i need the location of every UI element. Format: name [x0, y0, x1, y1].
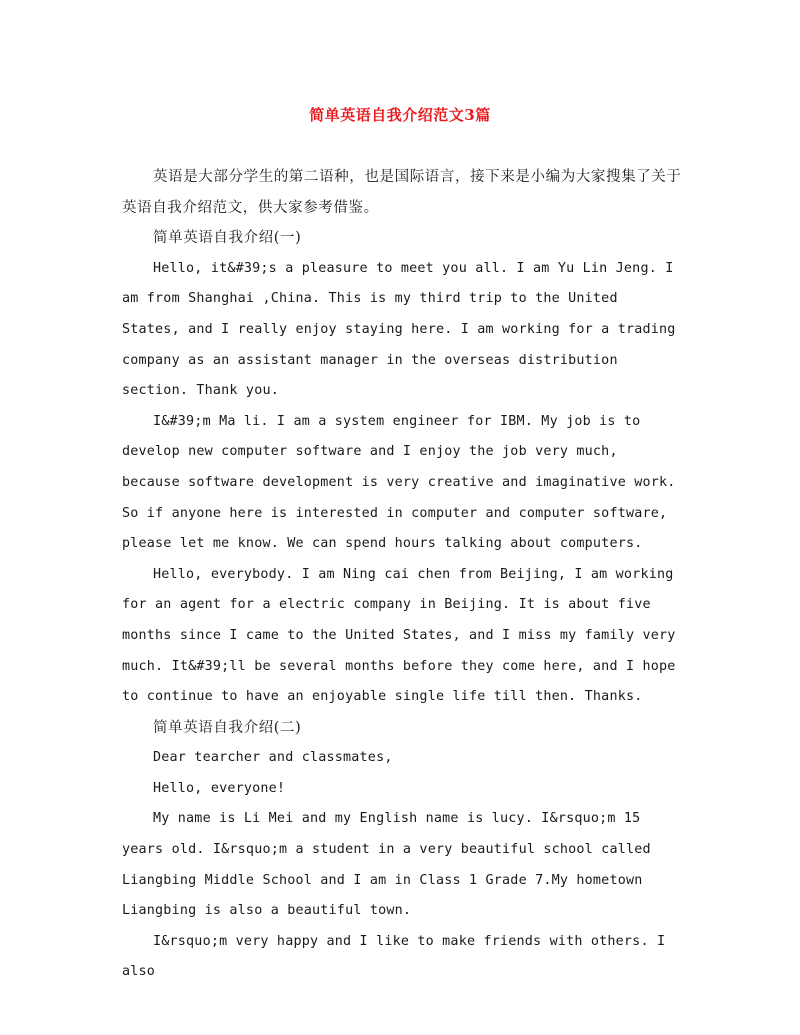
paragraph-1: Hello, it&#39;s a pleasure to meet you all. I am Yu Lin Jeng. I am from Shanghai ,China. This is my third trip to the United States, and I really enjoy staying here. I am working for a trading company as an assistant manager in the overseas distribution section. Thank you.	[122, 260, 676, 399]
paragraph-7: I&rsquo;m very happy and I like to make friends with others. I also	[122, 933, 666, 980]
paragraph-5: Hello, everyone!	[153, 780, 286, 796]
paragraph-4: Dear tearcher and classmates,	[153, 750, 393, 766]
section-heading-2: 简单英语自我介绍(二)	[153, 719, 302, 736]
document-title: 简单英语自我介绍范文3篇	[309, 106, 491, 124]
document-body	[122, 162, 682, 988]
paragraph-3: Hello, everybody. I am Ning cai chen from Beijing, I am working for an agent for a electric company in Beijing. It is about five months since I came to the United States, and I miss my family very much. It&#39;ll be several months before they come here, and I hope to continue to have an enjoyable single life till then. Thanks.	[122, 566, 676, 705]
paragraph-2: I&#39;m Ma li. I am a system engineer for IBM. My job is to develop new computer software and I enjoy the job very much, because software development is very creative and imaginative work. So if anyone here is interested in computer and computer software, please let me know. We can spend hours talking about computers.	[122, 413, 676, 552]
section-heading-1: 简单英语自我介绍(一)	[153, 230, 302, 247]
intro-paragraph: 英语是大部分学生的第二语种，也是国际语言，接下来是小编为大家搜集了关于英语自我介绍范文，供大家参考借鉴。	[122, 169, 682, 216]
paragraph-6: My name is Li Mei and my English name is lucy. I&rsquo;m 15 years old. I&rsquo;m a student in a very beautiful school called Liangbing Middle School and I am in Class 1 Grade 7.My hometown Liangbing is also a beautiful town.	[122, 811, 651, 919]
